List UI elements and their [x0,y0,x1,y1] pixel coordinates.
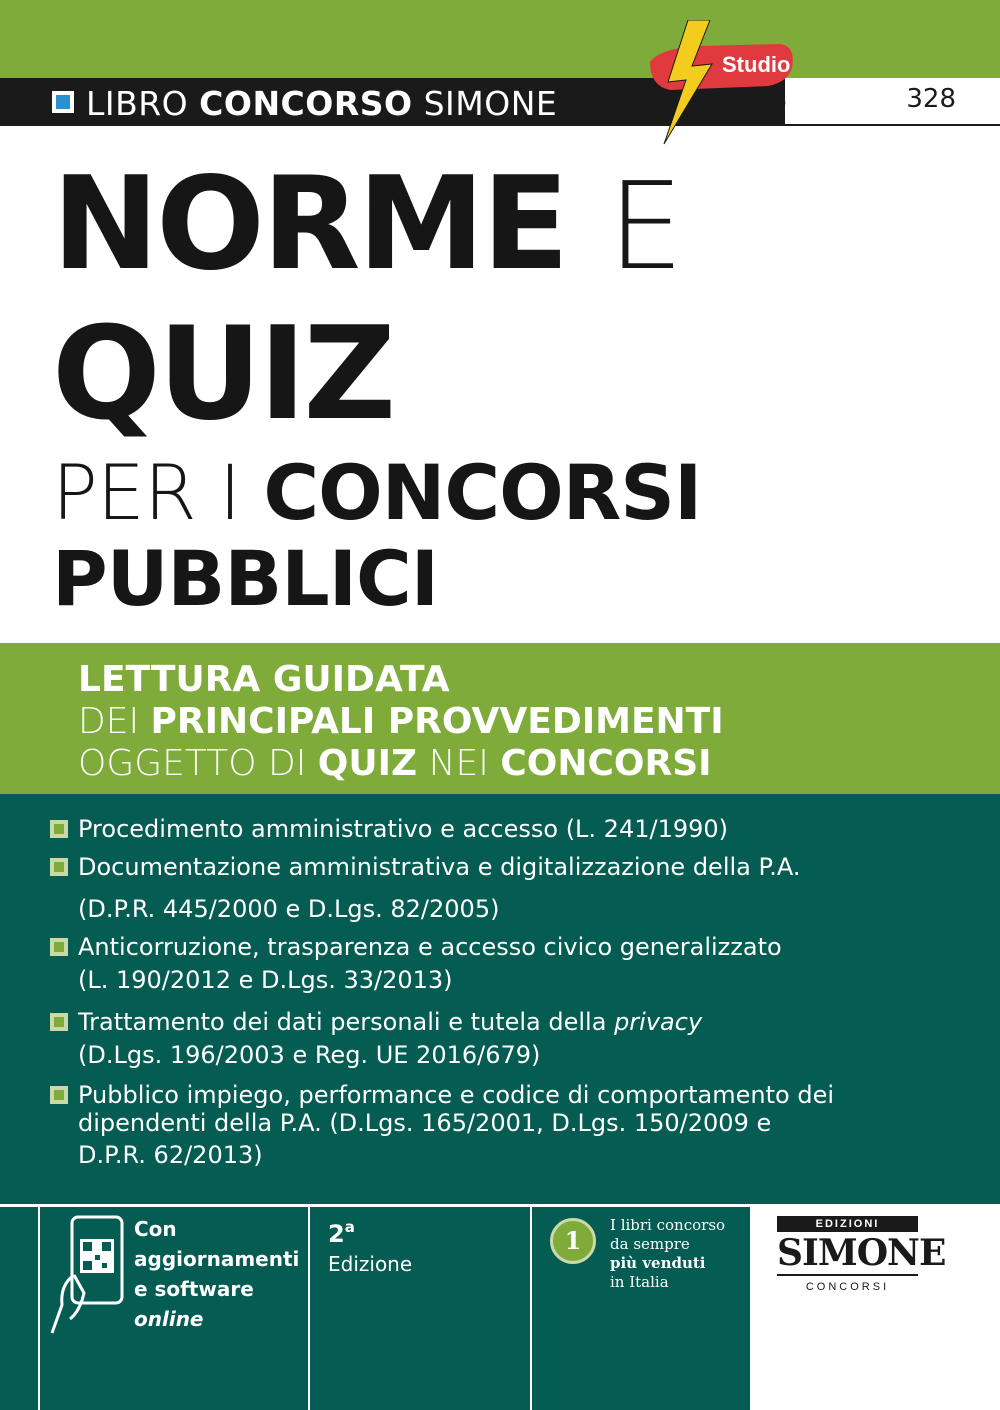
topic-5-line1: Pubblico impiego, performance e codice di comportamento dei [78,1081,834,1109]
footer-separator [38,1204,40,1410]
flash-logo-text1: Studio [722,52,791,77]
series-number: 328 [906,84,956,114]
bestseller-text: I libri concorso da sempre più venduti in Italia [610,1216,726,1291]
title-line1: NORME E [52,150,681,299]
subtitle-line2: DEI PRINCIPALI PROVVEDIMENTI [78,701,724,742]
studio-flash-logo [640,20,800,145]
qr-phone-icon [50,1215,130,1335]
number-box [785,78,1000,126]
topic-1-line1: Procedimento amministrativo e accesso (L. 241/1990) [78,815,729,843]
topic-5-line2: dipendenti della P.A. (D.Lgs. 165/2001, D.Lgs. 150/2009 e [78,1109,772,1137]
title-line4: PUBBLICI [52,534,439,623]
footer-separator [750,1204,752,1410]
bullet-icon [50,820,68,838]
footer-separator [308,1204,310,1410]
flash-logo-text2: Flash [698,86,787,124]
footer-divider [0,1204,1000,1207]
publisher-sub: CONCORSI [805,1281,890,1293]
bullet-icon [50,858,68,876]
subtitle-line3: OGGETTO DI QUIZ NEI CONCORSI [78,743,712,784]
topic-4-line2: (D.Lgs. 196/2003 e Reg. UE 2016/679) [78,1041,541,1069]
topic-3-line2: (L. 190/2012 e D.Lgs. 33/2013) [78,966,453,994]
series-square-icon [52,91,74,113]
edition-label: Edizione [328,1252,413,1276]
topic-4-line1: Trattamento dei dati personali e tutela della privacy [78,1008,703,1036]
top-green-band [0,0,1000,78]
topic-3-line1: Anticorruzione, trasparenza e accesso civico generalizzato [78,933,782,961]
number-one-badge-icon: 1 [550,1218,596,1264]
series-label: LIBRO CONCORSO SIMONE [86,84,558,123]
topic-2-line1: Documentazione amministrativa e digitalizzazione della P.A. [78,853,801,881]
bullet-icon [50,1013,68,1031]
title-line2: QUIZ [52,300,394,449]
topic-2-line2: (D.P.R. 445/2000 e D.Lgs. 82/2005) [78,895,500,923]
subtitle-line1: LETTURA GUIDATA [78,659,450,700]
bullet-icon [50,1086,68,1104]
topic-5-line3: D.P.R. 62/2013) [78,1141,263,1169]
title-line3: PER I CONCORSI [52,448,702,537]
bullet-icon [50,938,68,956]
publisher-logo: SIMONE [777,1232,946,1274]
edition-number: 2$^a$ [328,1218,355,1248]
online-updates-text: Con aggiornamenti e software online [134,1217,300,1331]
footer-separator [530,1204,532,1410]
publisher-top: EDIZIONI [777,1216,918,1232]
